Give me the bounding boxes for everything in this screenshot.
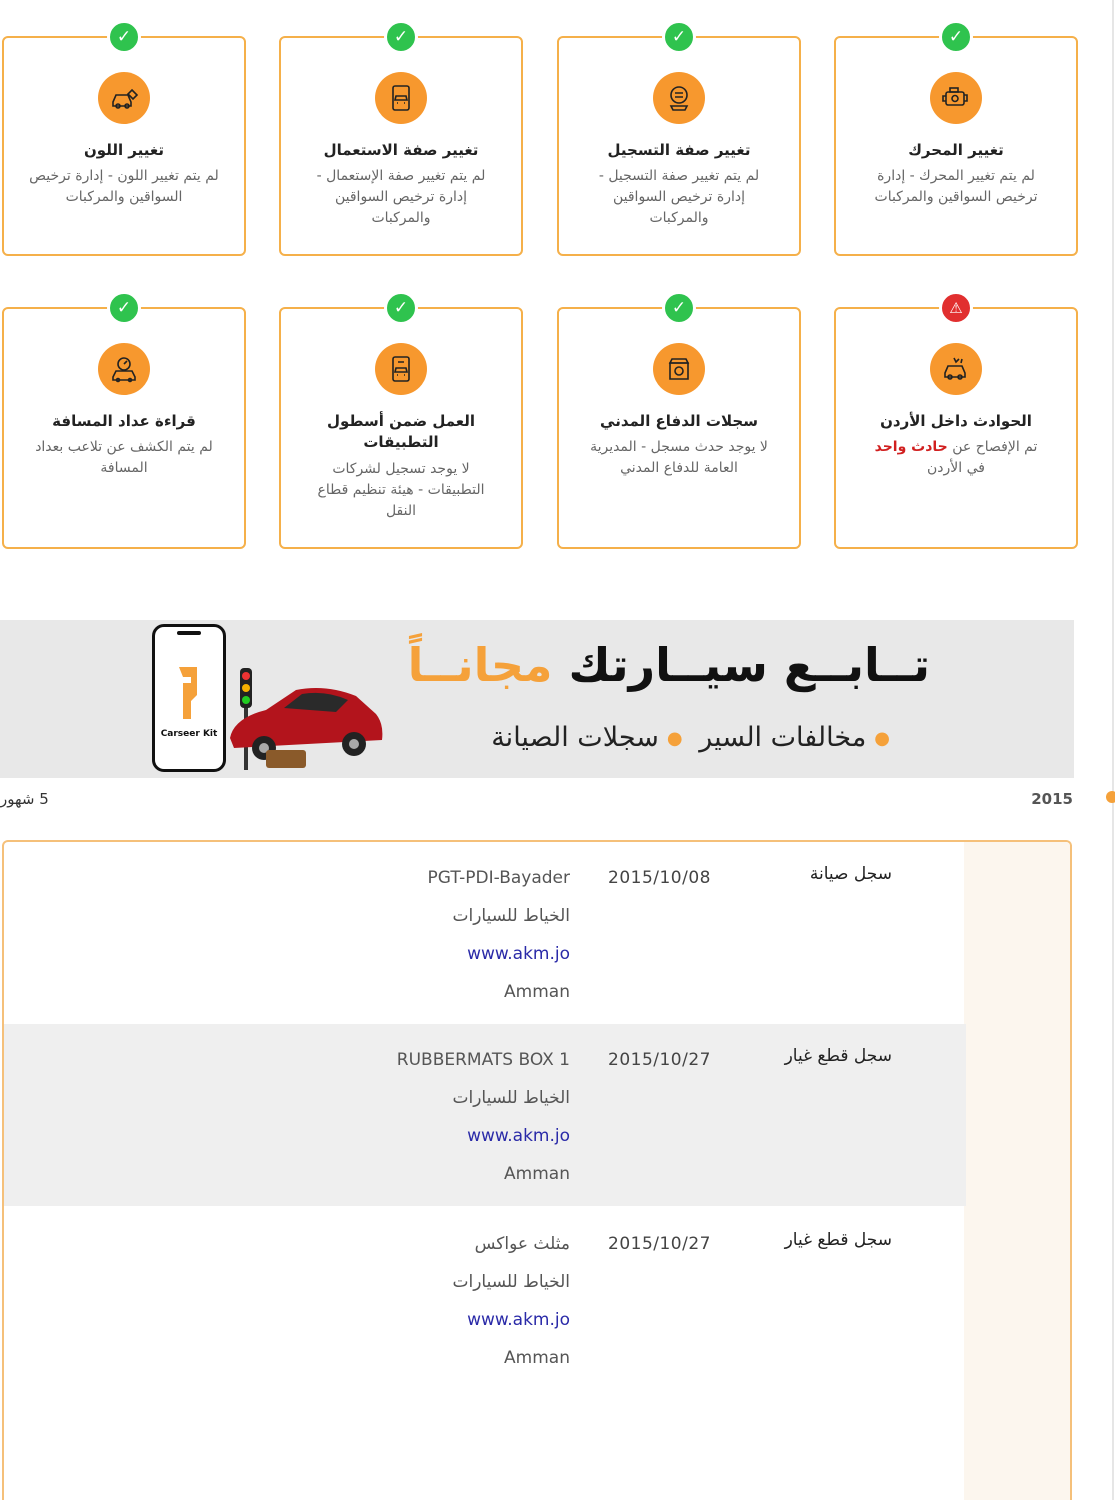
bullet-icon: ● — [874, 728, 890, 749]
registration-icon — [653, 72, 705, 124]
timeline-dot — [1106, 791, 1115, 803]
banner-headline — [408, 638, 930, 692]
check-title: سجلات الدفاع المدني — [600, 412, 758, 430]
check-title: تغيير اللون — [83, 141, 164, 159]
odometer-icon — [98, 343, 150, 395]
record-dealer: الخياط للسيارات — [452, 1272, 570, 1292]
check-title: تغيير صفة الاستعمال — [323, 141, 479, 159]
paint-icon — [98, 72, 150, 124]
timeline-line — [1112, 0, 1114, 1500]
record-date: 2015/10/27 — [608, 1050, 711, 1070]
record-website-link[interactable]: www.akm.jo — [467, 1310, 570, 1330]
check-ok-icon: ✓ — [107, 20, 141, 54]
check-ok-icon: ✓ — [384, 20, 418, 54]
check-card-engine — [834, 26, 1078, 256]
check-card-accidents — [834, 298, 1078, 549]
check-ok-icon: ✓ — [662, 291, 696, 325]
record-details — [428, 866, 570, 1018]
banner-sub-item: مخالفات السير — [699, 722, 867, 753]
record-type: سجل صيانة — [809, 864, 892, 884]
record-city: Amman — [504, 982, 570, 1002]
check-card-civil-defense — [557, 297, 801, 549]
record-dealer: الخياط للسيارات — [452, 906, 570, 926]
record-item: مثلث عواكس — [474, 1234, 570, 1254]
banner-headline-main: تــابــع سيــارتك — [568, 638, 930, 692]
check-ok-icon: ✓ — [107, 291, 141, 325]
check-title: تغيير صفة التسجيل — [607, 141, 751, 159]
car-illustration-icon — [226, 660, 386, 774]
record-website-link[interactable]: www.akm.jo — [467, 1126, 570, 1146]
check-description: لم يتم تغيير اللون - إدارة ترخيص السواقين والمركبات — [29, 168, 219, 205]
record-row — [4, 1024, 966, 1206]
check-description: لا يوجد حدث مسجل - المديرية العامة للدفاع المدني — [590, 439, 768, 476]
check-title: العمل ضمن أسطول التطبيقات — [326, 412, 476, 451]
record-row — [4, 1208, 966, 1390]
check-ok-icon: ✓ — [662, 20, 696, 54]
accident-count-highlight: حادث واحد — [874, 439, 948, 455]
check-card-fleet-apps — [279, 297, 523, 549]
carseer-logo-icon — [173, 663, 203, 723]
accident-desc-prefix: تم الإفصاح عن — [952, 439, 1038, 455]
banner-subtitle — [491, 722, 898, 753]
record-details — [397, 1048, 570, 1200]
bullet-icon: ● — [666, 728, 683, 749]
usage-icon — [375, 72, 427, 124]
check-title: قراءة عداد المسافة — [52, 412, 196, 430]
record-website-link[interactable]: www.akm.jo — [467, 944, 570, 964]
history-records-panel — [2, 840, 1072, 1500]
record-type: سجل قطع غيار — [784, 1046, 892, 1066]
accident-desc-suffix: في الأردن — [927, 460, 985, 476]
check-card-usage — [279, 26, 523, 256]
year-label: 2015 — [1031, 790, 1073, 808]
duration-label: 5 شهور — [0, 790, 49, 808]
check-ok-icon: ✓ — [939, 20, 973, 54]
check-description — [860, 437, 1052, 479]
phone-illustration — [152, 624, 226, 772]
banner-sub-item: سجلات الصيانة — [491, 722, 659, 753]
check-card-odometer — [2, 297, 246, 549]
record-type: سجل قطع غيار — [784, 1230, 892, 1250]
record-date: 2015/10/27 — [608, 1234, 711, 1254]
record-row — [4, 842, 966, 1024]
promo-banner[interactable] — [0, 620, 1074, 778]
record-city: Amman — [504, 1164, 570, 1184]
banner-headline-accent: مجانــاً — [407, 638, 553, 692]
check-card-color — [2, 26, 246, 256]
check-description: لم يتم الكشف عن تلاعب بعداد المسافة — [35, 439, 213, 476]
engine-icon — [930, 72, 982, 124]
check-description: لم يتم تغيير صفة التسجيل - إدارة ترخيص السواقين والمركبات — [598, 168, 760, 226]
record-details — [452, 1232, 570, 1384]
record-item: RUBBERMATS BOX 1 — [396, 1050, 570, 1070]
check-title: تغيير المحرك — [908, 141, 1004, 159]
civil-defense-icon — [653, 343, 705, 395]
accident-icon — [930, 343, 982, 395]
warning-icon: ⚠ — [939, 291, 973, 325]
record-city: Amman — [504, 1348, 570, 1368]
record-date: 2015/10/08 — [608, 868, 711, 888]
check-title: الحوادث داخل الأردن — [880, 412, 1032, 430]
records-side-column — [964, 842, 1070, 1500]
record-item: PGT-PDI-Bayader — [427, 868, 570, 888]
check-card-registration — [557, 26, 801, 256]
record-dealer: الخياط للسيارات — [452, 1088, 570, 1108]
check-description: لم يتم تغيير صفة الإستعمال - إدارة ترخيص السواقين والمركبات — [316, 168, 486, 226]
phone-label: Carseer Kit — [160, 729, 218, 739]
fleet-app-icon — [375, 343, 427, 395]
check-description: لا يوجد تسجيل لشركات التطبيقات - هيئة تنظيم قطاع النقل — [317, 461, 485, 519]
check-description: لم يتم تغيير المحرك - إدارة ترخيص السواقين والمركبات — [874, 168, 1038, 205]
check-ok-icon: ✓ — [384, 291, 418, 325]
